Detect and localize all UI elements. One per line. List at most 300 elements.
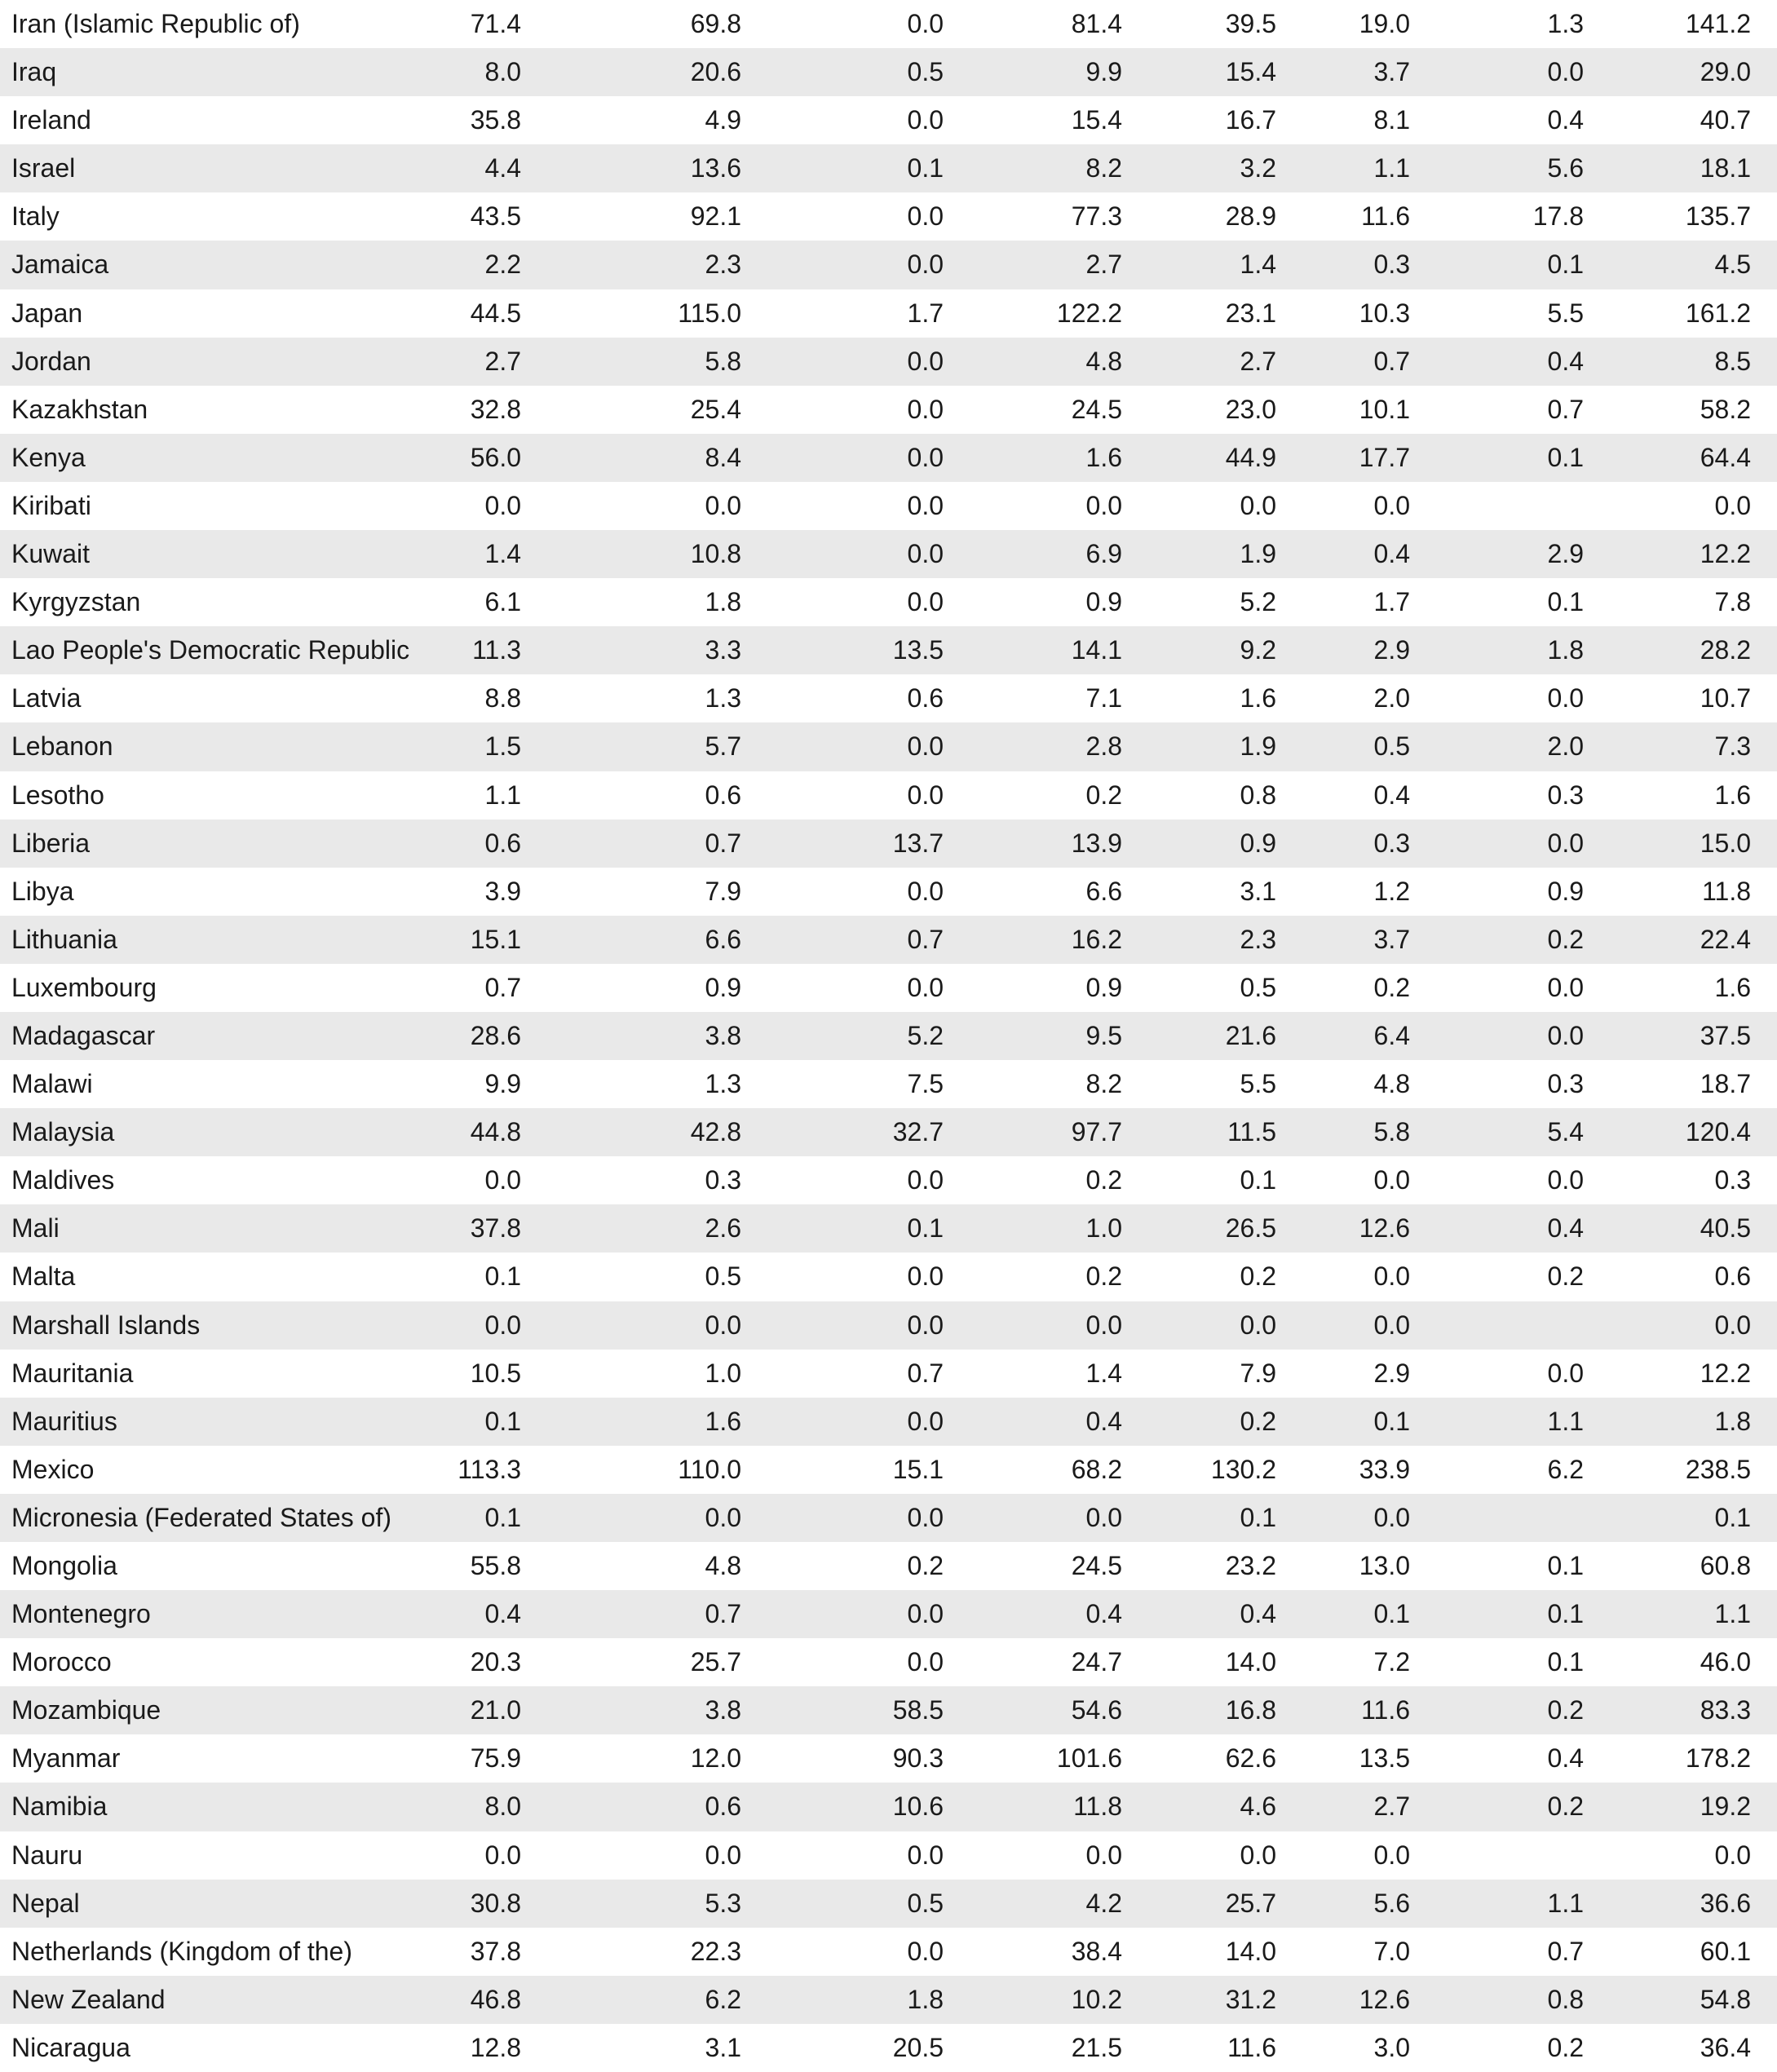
value-cell-col-5: 3.1 xyxy=(1240,876,1276,906)
country-name: Kiribati xyxy=(11,490,91,520)
value-cell-col-5: 16.8 xyxy=(1225,1695,1276,1725)
value-cell-col-3: 0.0 xyxy=(907,1310,944,1340)
value-cell-col-7: 0.1 xyxy=(1547,587,1584,617)
value-cell-col-6: 5.8 xyxy=(1373,1117,1410,1147)
value-cell-col-3: 0.0 xyxy=(907,1406,944,1436)
value-cell-col-5: 28.9 xyxy=(1225,201,1276,232)
value-cell-col-2: 1.6 xyxy=(705,1406,741,1436)
value-cell-col-4: 68.2 xyxy=(1071,1454,1122,1484)
value-cell-col-6: 3.0 xyxy=(1373,2032,1410,2062)
value-cell-col-2: 3.3 xyxy=(705,635,741,665)
value-cell-col-4: 13.9 xyxy=(1071,828,1122,858)
value-cell-col-6: 0.7 xyxy=(1373,346,1410,376)
value-cell-col-8: 0.1 xyxy=(1714,1502,1751,1532)
country-name: Iraq xyxy=(11,57,57,87)
value-cell-col-6: 0.3 xyxy=(1373,828,1410,858)
country-name: Lao People's Democratic Republic xyxy=(11,635,410,665)
value-cell-col-4: 11.8 xyxy=(1073,1791,1122,1822)
value-cell-col-1: 0.7 xyxy=(484,972,521,1002)
value-cell-col-1: 37.8 xyxy=(470,1213,521,1244)
value-cell-col-5: 16.7 xyxy=(1225,105,1276,135)
value-cell-col-1: 44.8 xyxy=(470,1117,521,1147)
value-cell-col-5: 1.9 xyxy=(1240,731,1276,762)
value-cell-col-6: 10.3 xyxy=(1359,298,1410,328)
value-cell-col-3: 0.0 xyxy=(907,1599,944,1629)
country-name: Myanmar xyxy=(11,1743,121,1774)
value-cell-col-2: 0.0 xyxy=(705,1502,741,1532)
value-cell-col-3: 0.2 xyxy=(907,1551,944,1580)
value-cell-col-4: 24.5 xyxy=(1071,394,1122,424)
value-cell-col-8: 36.6 xyxy=(1700,1888,1751,1918)
value-cell-col-5: 0.8 xyxy=(1240,780,1276,810)
value-cell-col-5: 2.3 xyxy=(1240,924,1276,954)
value-cell-col-8: 83.3 xyxy=(1700,1695,1751,1725)
country-name: Kuwait xyxy=(11,539,91,569)
table-row xyxy=(0,1350,1777,1398)
value-cell-col-6: 0.1 xyxy=(1373,1406,1410,1436)
table-row xyxy=(0,1398,1777,1446)
value-cell-col-2: 4.9 xyxy=(705,105,741,135)
value-cell-col-8: 22.4 xyxy=(1700,924,1751,954)
value-cell-col-6: 12.6 xyxy=(1359,1984,1410,2014)
country-name: Micronesia (Federated States of) xyxy=(11,1502,391,1532)
value-cell-col-1: 113.3 xyxy=(458,1454,521,1484)
value-cell-col-3: 0.0 xyxy=(907,201,944,232)
value-cell-col-4: 0.9 xyxy=(1085,587,1122,617)
value-cell-col-8: 120.4 xyxy=(1685,1117,1751,1147)
value-cell-col-3: 0.0 xyxy=(907,780,944,810)
value-cell-col-1: 56.0 xyxy=(470,442,521,472)
value-cell-col-2: 0.0 xyxy=(705,490,741,520)
value-cell-col-1: 20.3 xyxy=(470,1647,521,1677)
value-cell-col-6: 0.0 xyxy=(1373,1502,1410,1532)
value-cell-col-4: 9.5 xyxy=(1085,1020,1122,1050)
value-cell-col-1: 44.5 xyxy=(470,298,521,328)
value-cell-col-6: 0.4 xyxy=(1373,539,1410,569)
value-cell-col-4: 10.2 xyxy=(1071,1984,1122,2014)
value-cell-col-5: 4.6 xyxy=(1240,1791,1276,1822)
value-cell-col-2: 4.8 xyxy=(705,1551,741,1580)
value-cell-col-2: 7.9 xyxy=(705,876,741,906)
value-cell-col-1: 15.1 xyxy=(470,924,521,954)
value-cell-col-7: 0.2 xyxy=(1547,1261,1584,1292)
value-cell-col-6: 11.6 xyxy=(1361,201,1410,232)
value-cell-col-2: 1.3 xyxy=(705,1069,741,1099)
value-cell-col-3: 0.0 xyxy=(907,731,944,762)
table-row xyxy=(0,1734,1777,1783)
country-name: Ireland xyxy=(11,105,91,135)
value-cell-col-6: 13.0 xyxy=(1359,1551,1410,1580)
value-cell-col-7: 0.0 xyxy=(1547,1165,1584,1195)
value-cell-col-8: 58.2 xyxy=(1700,394,1751,424)
value-cell-col-8: 10.7 xyxy=(1700,683,1751,713)
country-name: Netherlands (Kingdom of the) xyxy=(11,1936,352,1966)
value-cell-col-3: 0.5 xyxy=(907,1888,944,1918)
value-cell-col-2: 10.8 xyxy=(690,539,741,569)
value-cell-col-6: 0.1 xyxy=(1373,1599,1410,1629)
value-cell-col-5: 130.2 xyxy=(1210,1454,1276,1484)
table-row xyxy=(0,241,1777,289)
value-cell-col-6: 0.0 xyxy=(1373,1840,1410,1870)
value-cell-col-2: 20.6 xyxy=(690,57,741,87)
value-cell-col-4: 4.2 xyxy=(1085,1888,1122,1918)
value-cell-col-6: 5.6 xyxy=(1373,1888,1410,1918)
country-name: Nicaragua xyxy=(11,2032,130,2062)
value-cell-col-4: 8.2 xyxy=(1085,153,1122,183)
value-cell-col-5: 31.2 xyxy=(1225,1984,1276,2014)
value-cell-col-8: 37.5 xyxy=(1700,1020,1751,1050)
value-cell-col-1: 46.8 xyxy=(470,1984,521,2014)
value-cell-col-3: 0.0 xyxy=(907,394,944,424)
value-cell-col-1: 8.0 xyxy=(484,1791,521,1822)
table-row xyxy=(0,771,1777,820)
value-cell-col-4: 0.0 xyxy=(1085,1840,1122,1870)
value-cell-col-7: 5.6 xyxy=(1547,153,1584,183)
value-cell-col-5: 11.5 xyxy=(1227,1117,1276,1147)
value-cell-col-4: 21.5 xyxy=(1071,2032,1122,2062)
value-cell-col-6: 0.0 xyxy=(1373,1261,1410,1292)
country-name: Mongolia xyxy=(11,1551,117,1580)
table-row xyxy=(0,916,1777,964)
value-cell-col-3: 0.0 xyxy=(907,1647,944,1677)
country-name: Kenya xyxy=(11,442,86,472)
value-cell-col-5: 1.6 xyxy=(1240,683,1276,713)
value-cell-col-1: 8.0 xyxy=(484,57,521,87)
value-cell-col-1: 0.4 xyxy=(484,1599,521,1629)
value-cell-col-7: 1.1 xyxy=(1547,1406,1584,1436)
value-cell-col-8: 60.1 xyxy=(1700,1936,1751,1966)
country-name: Libya xyxy=(11,876,74,906)
value-cell-col-2: 0.0 xyxy=(705,1310,741,1340)
value-cell-col-7: 0.0 xyxy=(1547,683,1584,713)
value-cell-col-2: 13.6 xyxy=(690,153,741,183)
value-cell-col-4: 0.2 xyxy=(1085,1261,1122,1292)
value-cell-col-5: 25.7 xyxy=(1225,1888,1276,1918)
value-cell-col-7: 0.4 xyxy=(1547,1743,1584,1774)
value-cell-col-2: 1.8 xyxy=(705,587,741,617)
value-cell-col-5: 1.9 xyxy=(1240,539,1276,569)
value-cell-col-6: 33.9 xyxy=(1359,1454,1410,1484)
value-cell-col-5: 0.4 xyxy=(1240,1599,1276,1629)
value-cell-col-2: 0.5 xyxy=(705,1261,741,1292)
value-cell-col-4: 15.4 xyxy=(1071,105,1122,135)
table-row xyxy=(0,434,1777,482)
value-cell-col-8: 7.3 xyxy=(1714,731,1751,762)
value-cell-col-3: 32.7 xyxy=(892,1117,944,1147)
value-cell-col-5: 21.6 xyxy=(1225,1020,1276,1050)
value-cell-col-1: 2.2 xyxy=(484,250,521,280)
value-cell-col-3: 0.1 xyxy=(907,153,944,183)
country-name: Japan xyxy=(11,298,83,328)
value-cell-col-5: 7.9 xyxy=(1240,1358,1276,1388)
value-cell-col-5: 23.2 xyxy=(1225,1551,1276,1580)
country-name: Italy xyxy=(11,201,60,232)
table-row xyxy=(0,338,1777,386)
table-row xyxy=(0,1542,1777,1590)
value-cell-col-6: 0.0 xyxy=(1373,1310,1410,1340)
value-cell-col-3: 0.0 xyxy=(907,1840,944,1870)
value-cell-col-8: 12.2 xyxy=(1700,1358,1751,1388)
value-cell-col-2: 115.0 xyxy=(678,298,741,328)
value-cell-col-8: 60.8 xyxy=(1700,1551,1751,1580)
value-cell-col-6: 0.0 xyxy=(1373,490,1410,520)
value-cell-col-1: 37.8 xyxy=(470,1936,521,1966)
value-cell-col-8: 40.7 xyxy=(1700,105,1751,135)
value-cell-col-1: 55.8 xyxy=(470,1551,521,1580)
value-cell-col-8: 0.6 xyxy=(1714,1261,1751,1292)
value-cell-col-8: 161.2 xyxy=(1685,298,1751,328)
country-name: Nauru xyxy=(11,1840,83,1870)
value-cell-col-8: 54.8 xyxy=(1700,1984,1751,2014)
table-row xyxy=(0,722,1777,771)
value-cell-col-5: 5.5 xyxy=(1240,1069,1276,1099)
value-cell-col-6: 10.1 xyxy=(1359,394,1410,424)
value-cell-col-4: 1.4 xyxy=(1085,1358,1122,1388)
value-cell-col-3: 0.0 xyxy=(907,587,944,617)
value-cell-col-8: 238.5 xyxy=(1685,1454,1751,1484)
table-row xyxy=(0,289,1777,338)
value-cell-col-5: 0.2 xyxy=(1240,1261,1276,1292)
value-cell-col-6: 0.3 xyxy=(1373,250,1410,280)
value-cell-col-1: 0.1 xyxy=(484,1406,521,1436)
value-cell-col-2: 0.7 xyxy=(705,828,741,858)
value-cell-col-8: 18.1 xyxy=(1700,153,1751,183)
value-cell-col-1: 3.9 xyxy=(484,876,521,906)
value-cell-col-3: 0.0 xyxy=(907,346,944,376)
value-cell-col-8: 15.0 xyxy=(1700,828,1751,858)
value-cell-col-7: 17.8 xyxy=(1532,201,1584,232)
value-cell-col-8: 29.0 xyxy=(1700,57,1751,87)
value-cell-col-3: 0.1 xyxy=(907,1213,944,1244)
value-cell-col-2: 5.8 xyxy=(705,346,741,376)
value-cell-col-7: 0.0 xyxy=(1547,57,1584,87)
table-row xyxy=(0,1156,1777,1204)
table-row xyxy=(0,1446,1777,1494)
value-cell-col-1: 0.1 xyxy=(484,1502,521,1532)
value-cell-col-6: 0.5 xyxy=(1373,731,1410,762)
value-cell-col-3: 1.7 xyxy=(907,298,944,328)
country-name: Mozambique xyxy=(11,1695,161,1725)
table-row xyxy=(0,1252,1777,1301)
value-cell-col-7: 0.0 xyxy=(1547,972,1584,1002)
value-cell-col-5: 23.0 xyxy=(1225,394,1276,424)
country-name: Maldives xyxy=(11,1165,115,1195)
value-cell-col-2: 1.3 xyxy=(705,683,741,713)
value-cell-col-2: 0.9 xyxy=(705,972,741,1002)
value-cell-col-7: 0.4 xyxy=(1547,346,1584,376)
value-cell-col-2: 3.8 xyxy=(705,1020,741,1050)
table-row xyxy=(0,192,1777,241)
value-cell-col-1: 32.8 xyxy=(470,394,521,424)
value-cell-col-7: 0.4 xyxy=(1547,105,1584,135)
table-row xyxy=(0,1831,1777,1880)
country-name: Lithuania xyxy=(11,924,117,954)
value-cell-col-4: 0.2 xyxy=(1085,780,1122,810)
country-name: Mauritania xyxy=(11,1358,134,1388)
value-cell-col-6: 1.2 xyxy=(1373,876,1410,906)
country-name: Israel xyxy=(11,153,76,183)
value-cell-col-4: 16.2 xyxy=(1071,924,1122,954)
value-cell-col-6: 2.9 xyxy=(1373,1358,1410,1388)
value-cell-col-3: 1.8 xyxy=(907,1984,944,2014)
table-row xyxy=(0,868,1777,916)
country-name: Namibia xyxy=(11,1791,108,1822)
table-row xyxy=(0,1060,1777,1108)
value-cell-col-2: 25.4 xyxy=(690,394,741,424)
value-cell-col-1: 0.0 xyxy=(484,1165,521,1195)
country-name: Jamaica xyxy=(11,250,109,280)
value-cell-col-4: 97.7 xyxy=(1071,1117,1122,1147)
table-row xyxy=(0,144,1777,192)
value-cell-col-6: 17.7 xyxy=(1359,442,1410,472)
value-cell-col-7: 1.1 xyxy=(1547,1888,1584,1918)
table-row xyxy=(0,530,1777,578)
table-row xyxy=(0,48,1777,96)
value-cell-col-5: 26.5 xyxy=(1225,1213,1276,1244)
table-row xyxy=(0,0,1777,48)
country-name: Malaysia xyxy=(11,1117,115,1147)
table-row xyxy=(0,1301,1777,1350)
country-name: Lebanon xyxy=(11,731,113,762)
value-cell-col-2: 0.0 xyxy=(705,1840,741,1870)
value-cell-col-6: 7.2 xyxy=(1373,1647,1410,1677)
country-name: Liberia xyxy=(11,828,91,858)
value-cell-col-7: 5.4 xyxy=(1547,1117,1584,1147)
value-cell-col-5: 0.0 xyxy=(1240,1310,1276,1340)
value-cell-col-8: 64.4 xyxy=(1700,442,1751,472)
value-cell-col-3: 0.0 xyxy=(907,442,944,472)
value-cell-col-5: 14.0 xyxy=(1225,1936,1276,1966)
value-cell-col-2: 22.3 xyxy=(690,1936,741,1966)
value-cell-col-8: 11.8 xyxy=(1702,876,1751,906)
table-row xyxy=(0,1686,1777,1734)
value-cell-col-2: 0.6 xyxy=(705,1791,741,1822)
value-cell-col-6: 2.7 xyxy=(1373,1791,1410,1822)
value-cell-col-6: 19.0 xyxy=(1359,9,1410,38)
value-cell-col-4: 38.4 xyxy=(1071,1936,1122,1966)
country-name: Iran (Islamic Republic of) xyxy=(11,9,300,38)
value-cell-col-8: 7.8 xyxy=(1714,587,1751,617)
value-cell-col-3: 0.0 xyxy=(907,105,944,135)
value-cell-col-1: 9.9 xyxy=(484,1069,521,1099)
value-cell-col-8: 4.5 xyxy=(1714,250,1751,280)
value-cell-col-6: 3.7 xyxy=(1373,57,1410,87)
value-cell-col-4: 14.1 xyxy=(1071,635,1122,665)
value-cell-col-5: 0.1 xyxy=(1240,1502,1276,1532)
value-cell-col-4: 0.2 xyxy=(1085,1165,1122,1195)
value-cell-col-3: 7.5 xyxy=(907,1069,944,1099)
value-cell-col-8: 46.0 xyxy=(1700,1647,1751,1677)
value-cell-col-5: 0.9 xyxy=(1240,828,1276,858)
value-cell-col-2: 2.3 xyxy=(705,250,741,280)
value-cell-col-1: 0.0 xyxy=(484,490,521,520)
value-cell-col-5: 0.1 xyxy=(1240,1165,1276,1195)
table-row xyxy=(0,820,1777,868)
value-cell-col-1: 75.9 xyxy=(470,1743,521,1774)
value-cell-col-4: 9.9 xyxy=(1085,57,1122,87)
value-cell-col-4: 8.2 xyxy=(1085,1069,1122,1099)
value-cell-col-1: 0.6 xyxy=(484,828,521,858)
value-cell-col-5: 0.0 xyxy=(1240,490,1276,520)
value-cell-col-8: 1.6 xyxy=(1714,780,1751,810)
value-cell-col-7: 2.0 xyxy=(1547,731,1584,762)
table-row xyxy=(0,1880,1777,1928)
value-cell-col-6: 2.9 xyxy=(1373,635,1410,665)
value-cell-col-3: 0.0 xyxy=(907,1261,944,1292)
value-cell-col-4: 24.5 xyxy=(1071,1551,1122,1580)
value-cell-col-4: 0.9 xyxy=(1085,972,1122,1002)
value-cell-col-7: 0.0 xyxy=(1547,1358,1584,1388)
value-cell-col-4: 4.8 xyxy=(1085,346,1122,376)
value-cell-col-6: 4.8 xyxy=(1373,1069,1410,1099)
value-cell-col-3: 13.7 xyxy=(892,828,944,858)
table-row xyxy=(0,482,1777,530)
country-name: Luxembourg xyxy=(11,972,157,1002)
value-cell-col-4: 0.4 xyxy=(1085,1599,1122,1629)
value-cell-col-1: 2.7 xyxy=(484,346,521,376)
value-cell-col-3: 0.6 xyxy=(907,683,944,713)
value-cell-col-7: 5.5 xyxy=(1547,298,1584,328)
table-row xyxy=(0,2024,1777,2072)
value-cell-col-4: 6.6 xyxy=(1085,876,1122,906)
value-cell-col-1: 71.4 xyxy=(470,9,521,38)
value-cell-col-1: 30.8 xyxy=(470,1888,521,1918)
country-name: Nepal xyxy=(11,1888,80,1918)
value-cell-col-1: 35.8 xyxy=(470,105,521,135)
value-cell-col-6: 8.1 xyxy=(1373,105,1410,135)
value-cell-col-2: 2.6 xyxy=(705,1213,741,1244)
value-cell-col-3: 0.7 xyxy=(907,924,944,954)
value-cell-col-1: 0.0 xyxy=(484,1840,521,1870)
value-cell-col-5: 3.2 xyxy=(1240,153,1276,183)
value-cell-col-2: 25.7 xyxy=(690,1647,741,1677)
country-name: Jordan xyxy=(11,346,91,376)
value-cell-col-1: 1.5 xyxy=(484,731,521,762)
value-cell-col-8: 40.5 xyxy=(1700,1213,1751,1244)
value-cell-col-5: 23.1 xyxy=(1225,298,1276,328)
value-cell-col-1: 8.8 xyxy=(484,683,521,713)
value-cell-col-5: 9.2 xyxy=(1240,635,1276,665)
value-cell-col-2: 5.7 xyxy=(705,731,741,762)
country-name: Malawi xyxy=(11,1069,93,1099)
value-cell-col-7: 0.9 xyxy=(1547,876,1584,906)
value-cell-col-5: 5.2 xyxy=(1240,587,1276,617)
value-cell-col-5: 15.4 xyxy=(1225,57,1276,87)
value-cell-col-1: 0.0 xyxy=(484,1310,521,1340)
value-cell-col-1: 43.5 xyxy=(470,201,521,232)
value-cell-col-8: 0.0 xyxy=(1714,490,1751,520)
value-cell-col-4: 122.2 xyxy=(1056,298,1122,328)
value-cell-col-5: 0.5 xyxy=(1240,972,1276,1002)
table-row xyxy=(0,626,1777,674)
value-cell-col-2: 6.2 xyxy=(705,1984,741,2014)
value-cell-col-7: 0.1 xyxy=(1547,1551,1584,1580)
value-cell-col-4: 2.8 xyxy=(1085,731,1122,762)
value-cell-col-2: 1.0 xyxy=(705,1358,741,1388)
country-name: New Zealand xyxy=(11,1984,166,2014)
table-row xyxy=(0,1976,1777,2024)
value-cell-col-8: 18.7 xyxy=(1700,1069,1751,1099)
table-row xyxy=(0,1590,1777,1638)
value-cell-col-7: 0.3 xyxy=(1547,780,1584,810)
value-cell-col-3: 10.6 xyxy=(892,1791,944,1822)
value-cell-col-7: 0.2 xyxy=(1547,924,1584,954)
value-cell-col-1: 21.0 xyxy=(470,1695,521,1725)
table-row xyxy=(0,96,1777,144)
value-cell-col-4: 101.6 xyxy=(1056,1743,1122,1774)
table-row xyxy=(0,1494,1777,1542)
value-cell-col-8: 135.7 xyxy=(1685,201,1751,232)
